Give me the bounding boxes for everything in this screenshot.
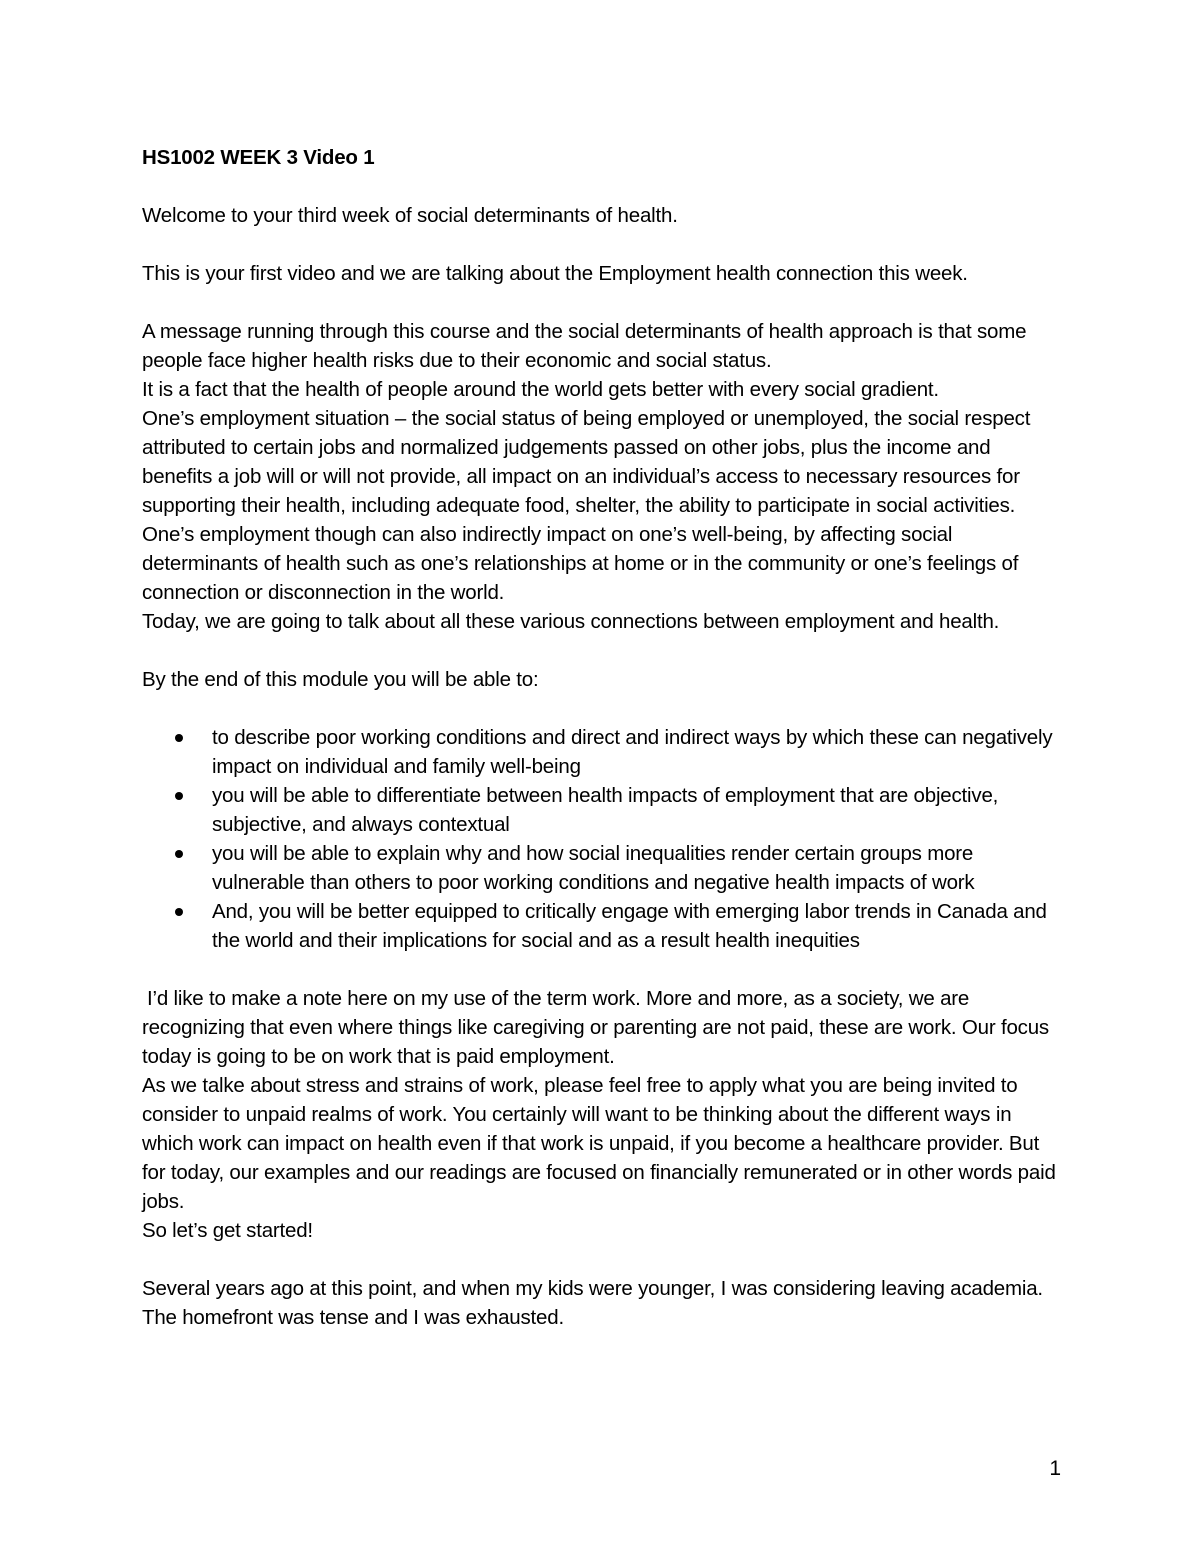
- story-section: [142, 1274, 1062, 1332]
- objective-text: you will be able to differentiate between health impacts of employment that are objective, subjective, and always contextual: [212, 784, 999, 836]
- objective-text: to describe poor working conditions and direct and indirect ways by which these can negatively impact on individual and family well-being: [212, 726, 1053, 778]
- body-paragraph: One’s employment situation – the social status of being employed or unemployed, the social respect attributed to certain jobs and normalized judgements passed on other jobs, plus the income and benefits a job will or will not provide, all impact on an individual’s access to necessary resources for supporting their health, including adequate food, shelter, the ability to participate in social activities. One’s employment though can also indirectly impact on one’s well-being, by affecting social determinants of health such as one’s relationships at home or in the community or one’s feelings of connection or disconnection in the world.: [142, 407, 1031, 604]
- list-item: [142, 781, 1062, 839]
- document-body: [142, 143, 1062, 1361]
- objective-text: you will be able to explain why and how social inequalities render certain groups more vulnerable than others to poor working conditions and negative health impacts of work: [212, 842, 975, 894]
- course-message-section: [142, 317, 1062, 636]
- bullet-icon: [175, 792, 183, 800]
- body-paragraph: The homefront was tense and I was exhausted.: [142, 1306, 564, 1329]
- intro-paragraph: This is your first video and we are talking about the Employment health connection this week.: [142, 262, 968, 285]
- bullet-icon: [175, 908, 183, 916]
- body-paragraph: As we talke about stress and strains of work, please feel free to apply what you are being invited to consider to unpaid realms of work. You certainly will want to be thinking about the different ways in which work can impact on health even if that work is unpaid, if you become a healthcare provider. But for today, our examples and our readings are focused on financially remunerated or in other words paid jobs.: [142, 1074, 1056, 1213]
- list-item: [142, 723, 1062, 781]
- objectives-intro: By the end of this module you will be able to:: [142, 668, 539, 691]
- list-item: [142, 839, 1062, 897]
- objectives-list: [142, 723, 1062, 955]
- body-paragraph: So let’s get started!: [142, 1219, 313, 1242]
- bullet-icon: [175, 734, 183, 742]
- page-number: 1: [1049, 1457, 1061, 1480]
- body-paragraph: A message running through this course and the social determinants of health approach is that some people face higher health risks due to their economic and social status.: [142, 320, 1027, 372]
- intro-paragraph: Welcome to your third week of social determinants of health.: [142, 204, 678, 227]
- list-item: [142, 897, 1062, 955]
- body-paragraph: It is a fact that the health of people around the world gets better with every social gradient.: [142, 378, 939, 401]
- bullet-icon: [175, 850, 183, 858]
- work-note-section: [142, 984, 1062, 1245]
- objective-text: And, you will be better equipped to critically engage with emerging labor trends in Canada and the world and their implications for social and as a result health inequities: [212, 900, 1047, 952]
- document-title: HS1002 WEEK 3 Video 1: [142, 146, 375, 169]
- body-paragraph: Several years ago at this point, and when my kids were younger, I was considering leaving academia.: [142, 1277, 1043, 1300]
- body-paragraph: Today, we are going to talk about all these various connections between employment and health.: [142, 610, 1000, 633]
- body-paragraph: I’d like to make a note here on my use of the term work. More and more, as a society, we are recognizing that even where things like caregiving or parenting are not paid, these are work. Our focus today is going to be on work that is paid employment.: [142, 987, 1049, 1068]
